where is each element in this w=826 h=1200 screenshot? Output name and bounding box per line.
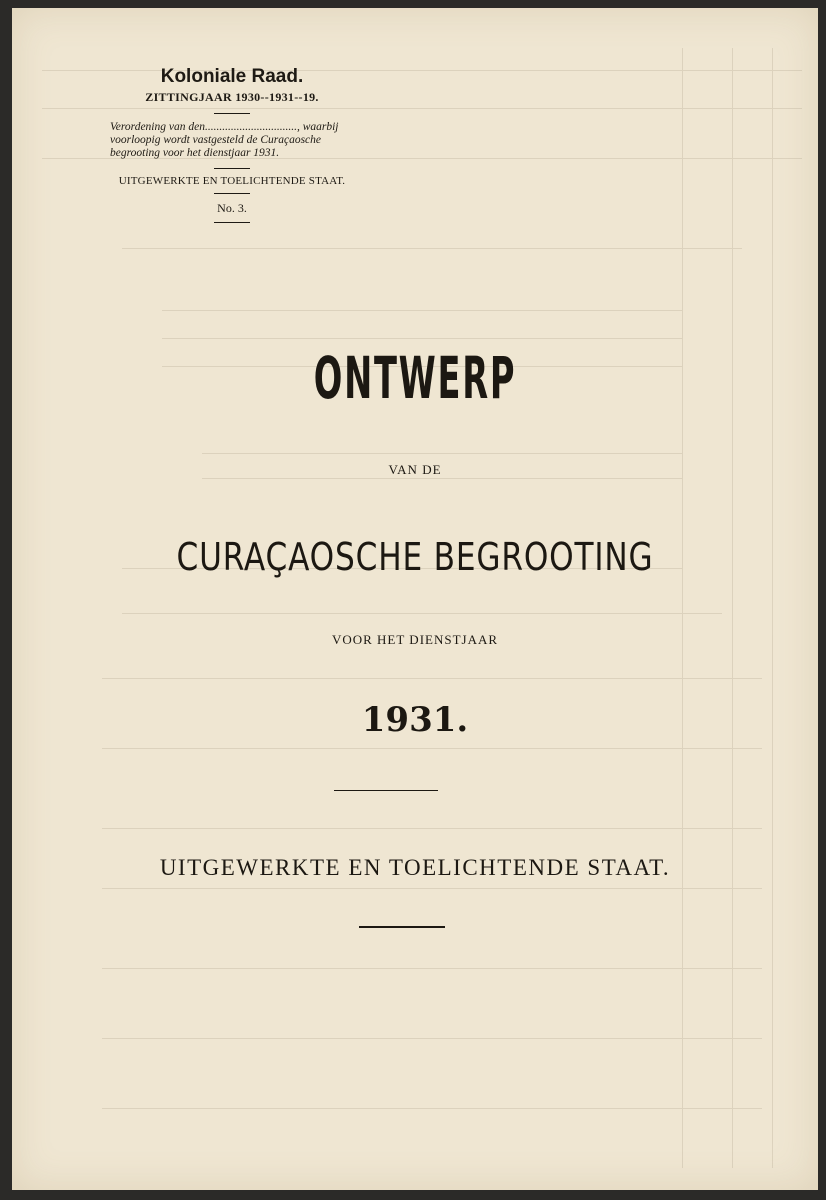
divider	[214, 113, 250, 114]
document-page	[12, 8, 818, 1190]
document-number: No. 3.	[217, 201, 247, 215]
subject-title: CURAÇAOSCHE BEGROOTING	[176, 535, 654, 579]
fiscal-year: 1931.	[361, 700, 469, 740]
header-block	[92, 66, 372, 223]
divider	[214, 222, 250, 223]
council-name: Koloniale Raad.	[160, 66, 304, 87]
session-year: ZITTINGJAAR 1930--1931--19.	[145, 90, 319, 104]
statement-heading: UITGEWERKTE EN TOELICHTENDE STAAT.	[118, 175, 346, 187]
van-de-text: VAN DE	[388, 462, 442, 477]
main-title: ONTWERP	[313, 344, 517, 412]
divider	[214, 168, 250, 169]
divider	[359, 926, 445, 928]
ordinance-text: Verordening van den................................, waarbij voorloopig wordt vastgesteld de Curaçaosche begrooting voor het dienstjaar 1931.	[110, 121, 339, 159]
fiscal-year-label: VOOR HET DIENSTJAAR	[331, 632, 499, 647]
divider	[334, 790, 438, 791]
divider	[214, 193, 250, 194]
statement-title: UITGEWERKTE EN TOELICHTENDE STAAT.	[159, 855, 671, 880]
